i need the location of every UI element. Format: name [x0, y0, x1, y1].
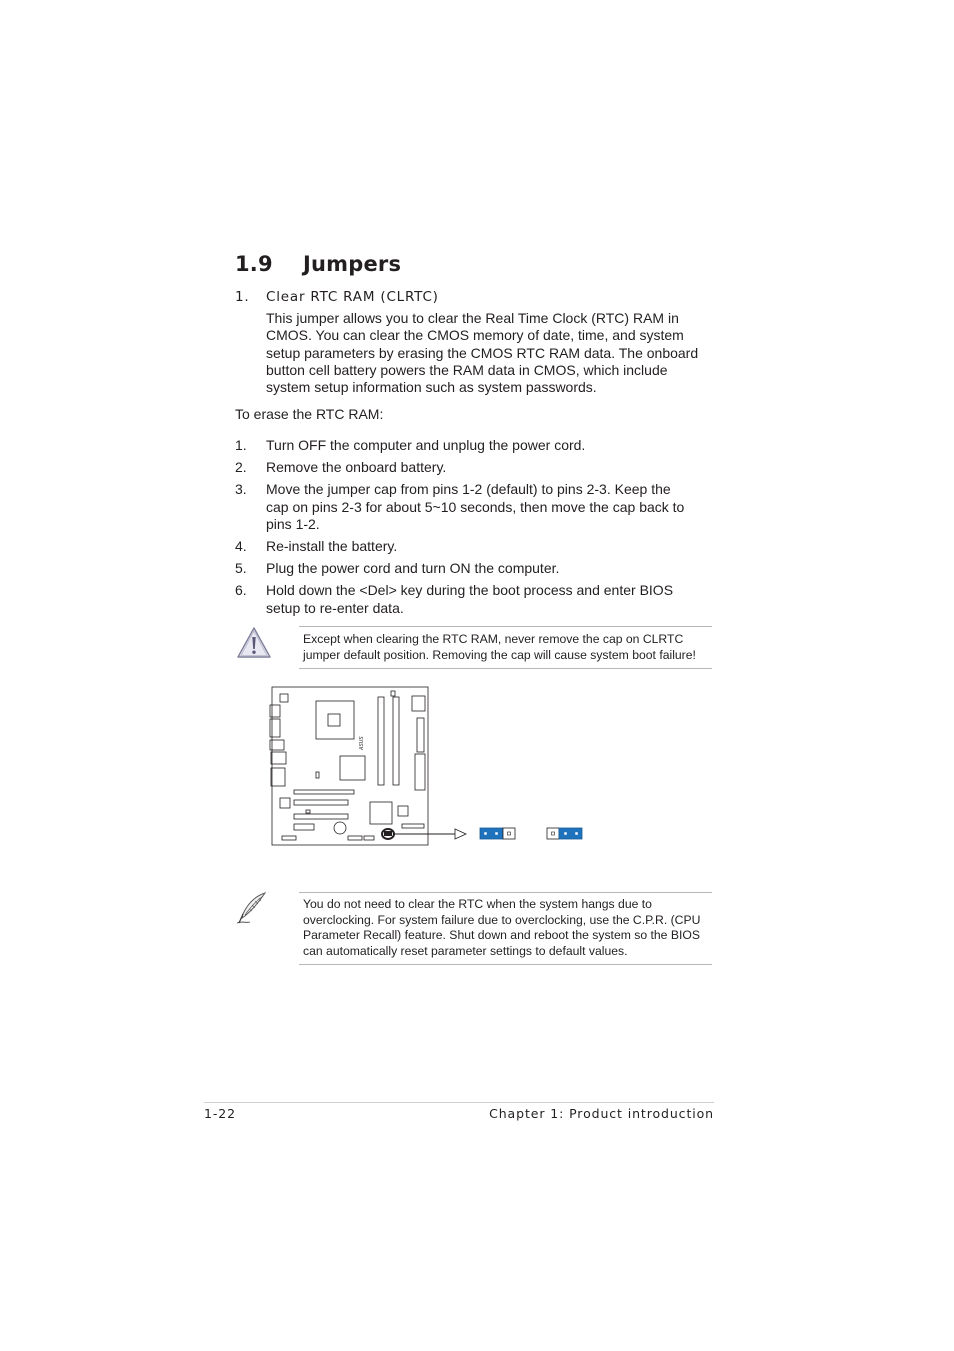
warning-bottom-rule: [299, 668, 712, 669]
small-component: [306, 810, 310, 813]
note-text: [303, 897, 715, 959]
dimm-latch: [391, 691, 395, 696]
step-text: Move the jumper cap from pins 1-2 (default) to pins 2-3. Keep the: [266, 481, 671, 497]
step-item: [235, 582, 715, 617]
jumper-normal-setting: [479, 827, 517, 840]
agp-slot: [294, 790, 354, 794]
clrtc-jumper-mini: [384, 831, 392, 836]
steps-list: [235, 437, 715, 622]
audio-header: [364, 836, 374, 840]
jumper-clear-setting: [546, 827, 584, 840]
warning-text: [303, 632, 715, 663]
chapter-title: Chapter 1: Product introduction: [489, 1106, 714, 1121]
fan-header: [280, 694, 288, 702]
note-bottom-rule: [299, 964, 712, 965]
step-number: 6.: [235, 582, 247, 598]
warning-line: jumper default position. Removing the cap will cause system boot failure!: [303, 647, 696, 662]
pci-slot-2: [294, 814, 348, 819]
step-text: cap on pins 2-3 for about 5~10 seconds, then move the cap back to: [266, 498, 685, 515]
step-number: 5.: [235, 560, 247, 576]
ide-connector: [417, 718, 424, 752]
step-number: 3.: [235, 481, 247, 497]
vga-port: [271, 752, 286, 764]
floppy-connector: [415, 754, 425, 790]
atx-power-connector: [412, 696, 425, 711]
description-line: button cell battery powers the RAM data in CMOS, which include: [266, 361, 668, 378]
description-paragraph: [266, 310, 706, 396]
cpu-die: [328, 714, 340, 726]
step-item: [235, 560, 715, 578]
description-line: This jumper allows you to clear the Real Time Clock (RTC) RAM in: [266, 310, 679, 326]
battery-icon: [334, 822, 346, 834]
step-text: Turn OFF the computer and unplug the power cord.: [266, 437, 586, 453]
parallel-port: [270, 719, 280, 737]
step-text: setup to re-enter data.: [266, 599, 404, 616]
section-heading-text: Jumpers: [303, 252, 402, 276]
step-text: Re-install the battery.: [266, 538, 398, 554]
board-logo: ASUS: [359, 736, 365, 750]
step-item: [235, 437, 715, 455]
subsection-heading-text: Clear RTC RAM (CLRTC): [266, 289, 439, 305]
warning-line: Except when clearing the RTC RAM, never remove the cap on CLRTC: [303, 632, 684, 646]
warning-top-rule: [299, 626, 712, 627]
pointer-arrow-icon: [455, 829, 466, 839]
note-line: You do not need to clear the RTC when the system hangs due to: [303, 897, 652, 911]
note-line: Parameter Recall) feature. Shut down and reboot the system so the BIOS: [303, 928, 700, 943]
intro-text: To erase the RTC RAM:: [235, 406, 384, 422]
dimm-slot-2: [393, 697, 399, 785]
step-text: Remove the onboard battery.: [266, 459, 447, 475]
ps2-port: [270, 705, 280, 717]
quill-pen-icon: [234, 890, 270, 926]
pci-slot-1: [294, 800, 348, 805]
step-number: 4.: [235, 538, 247, 554]
northbridge-chip: [340, 756, 365, 780]
subsection-title: [235, 289, 439, 305]
front-panel-header: [282, 836, 296, 840]
section-title: [235, 252, 401, 276]
step-text: Plug the power cord and turn ON the computer.: [266, 560, 560, 576]
description-line: CMOS. You can clear the CMOS memory of date, time, and system: [266, 327, 684, 344]
dimm-slot-1: [378, 697, 384, 785]
note-line: overclocking. For system failure due to overclocking, use the C.P.R. (CPU: [303, 912, 701, 927]
footer-rule: [204, 1102, 714, 1103]
small-jumper: [316, 772, 319, 778]
step-item: [235, 459, 715, 477]
section-number: 1.9: [235, 252, 273, 276]
step-number: 1.: [235, 437, 247, 453]
step-text: pins 1-2.: [266, 516, 320, 532]
cpu-socket: [316, 701, 354, 739]
clrtc-area: [402, 824, 424, 828]
description-line: setup parameters by erasing the CMOS RTC RAM data. The onboard: [266, 344, 699, 361]
subsection-number: 1.: [235, 289, 250, 305]
step-item: [235, 481, 715, 534]
bios-chip: [398, 806, 408, 816]
southbridge-chip: [370, 802, 392, 824]
note-top-rule: [299, 892, 712, 893]
warning-triangle-icon: [236, 626, 272, 660]
note-line: can automatically reset parameter settings to default values.: [303, 943, 628, 958]
motherboard-diagram: [268, 684, 588, 850]
page-number: 1-22: [204, 1106, 236, 1121]
usb-header: [348, 836, 362, 840]
audio-port: [271, 768, 285, 786]
sb-chip: [280, 798, 290, 808]
step-number: 2.: [235, 459, 247, 475]
step-text: Hold down the <Del> key during the boot process and enter BIOS: [266, 582, 674, 598]
pci-small-slot: [294, 824, 314, 830]
description-line: system setup information such as system passwords.: [266, 379, 597, 396]
step-item: [235, 538, 715, 556]
board-outline: [272, 687, 428, 845]
